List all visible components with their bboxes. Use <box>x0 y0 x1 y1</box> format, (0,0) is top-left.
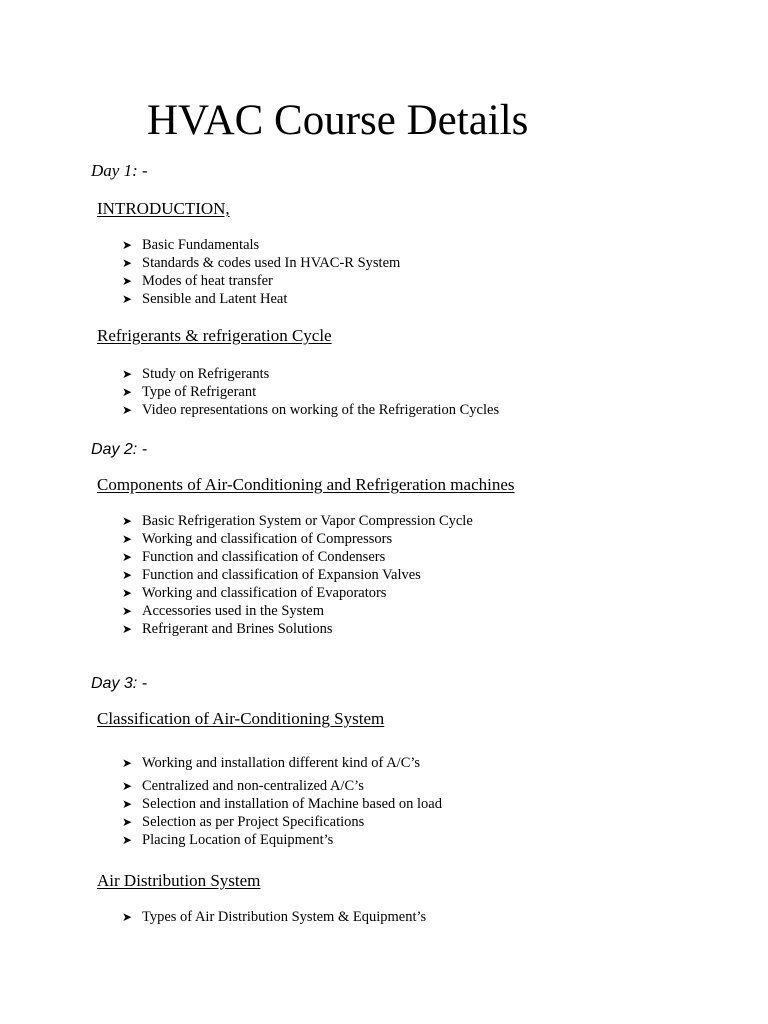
list-item: ➤ Refrigerant and Brines Solutions <box>122 621 333 637</box>
arrowhead-bullet-icon: ➤ <box>122 604 133 618</box>
arrowhead-bullet-icon: ➤ <box>122 514 133 528</box>
list-item: ➤ Function and classification of Condensers <box>122 549 386 565</box>
arrowhead-bullet-icon: ➤ <box>122 568 133 582</box>
arrowhead-bullet-icon: ➤ <box>122 238 133 252</box>
list-item: ➤ Type of Refrigerant <box>122 384 257 400</box>
section-air-distribution-heading: Air Distribution System <box>97 871 261 890</box>
arrowhead-bullet-icon: ➤ <box>122 256 133 270</box>
day-2-label: Day 2: - <box>91 441 148 458</box>
page-title: HVAC Course Details <box>147 97 529 144</box>
arrowhead-bullet-icon: ➤ <box>122 292 133 306</box>
list-item: ➤ Function and classification of Expansion Valves <box>122 567 421 583</box>
arrowhead-bullet-icon: ➤ <box>122 815 133 829</box>
arrowhead-bullet-icon: ➤ <box>122 622 133 636</box>
list-item: ➤ Sensible and Latent Heat <box>122 291 288 307</box>
arrowhead-bullet-icon: ➤ <box>122 532 133 546</box>
arrowhead-bullet-icon: ➤ <box>122 586 133 600</box>
list-item: ➤ Selection and installation of Machine based on load <box>122 796 442 812</box>
section-components-list <box>122 512 473 638</box>
arrowhead-bullet-icon: ➤ <box>122 756 133 770</box>
list-item: ➤ Centralized and non-centralized A/C’s <box>122 778 364 794</box>
list-item: ➤ Selection as per Project Specifications <box>122 814 365 830</box>
list-item: ➤ Study on Refrigerants <box>122 366 270 382</box>
day-1-label: Day 1: - <box>91 161 148 180</box>
arrowhead-bullet-icon: ➤ <box>122 779 133 793</box>
list-item: ➤ Basic Refrigeration System or Vapor Compression Cycle <box>122 513 473 529</box>
section-refrigerants-heading: Refrigerants & refrigeration Cycle <box>97 326 332 345</box>
list-item: ➤ Accessories used in the System <box>122 603 325 619</box>
arrowhead-bullet-icon: ➤ <box>122 550 133 564</box>
list-item: ➤ Standards & codes used In HVAC-R System <box>122 255 401 271</box>
arrowhead-bullet-icon: ➤ <box>122 385 133 399</box>
section-classification-heading: Classification of Air-Conditioning System <box>97 709 385 728</box>
list-item: ➤ Types of Air Distribution System & Equipment’s <box>122 909 427 925</box>
list-item: ➤ Working and classification of Evaporators <box>122 585 387 601</box>
section-air-distribution-list <box>122 908 426 926</box>
list-item: ➤ Working and installation different kind of A/C’s <box>122 755 421 771</box>
arrowhead-bullet-icon: ➤ <box>122 403 133 417</box>
section-introduction-heading: INTRODUCTION, <box>97 199 230 218</box>
arrowhead-bullet-icon: ➤ <box>122 833 133 847</box>
list-item: ➤ Modes of heat transfer <box>122 273 273 289</box>
arrowhead-bullet-icon: ➤ <box>122 274 133 288</box>
arrowhead-bullet-icon: ➤ <box>122 910 133 924</box>
arrowhead-bullet-icon: ➤ <box>122 797 133 811</box>
section-introduction-list <box>122 236 400 308</box>
section-refrigerants-list <box>122 365 499 419</box>
section-classification-list <box>122 754 442 849</box>
arrowhead-bullet-icon: ➤ <box>122 367 133 381</box>
list-item: ➤ Video representations on working of the Refrigeration Cycles <box>122 402 500 418</box>
list-item: ➤ Working and classification of Compressors <box>122 531 393 547</box>
list-item: ➤ Basic Fundamentals <box>122 237 260 253</box>
section-components-heading: Components of Air-Conditioning and Refrigeration machines <box>97 475 515 494</box>
list-item: ➤ Placing Location of Equipment’s <box>122 832 334 848</box>
day-3-label: Day 3: - <box>91 675 148 692</box>
